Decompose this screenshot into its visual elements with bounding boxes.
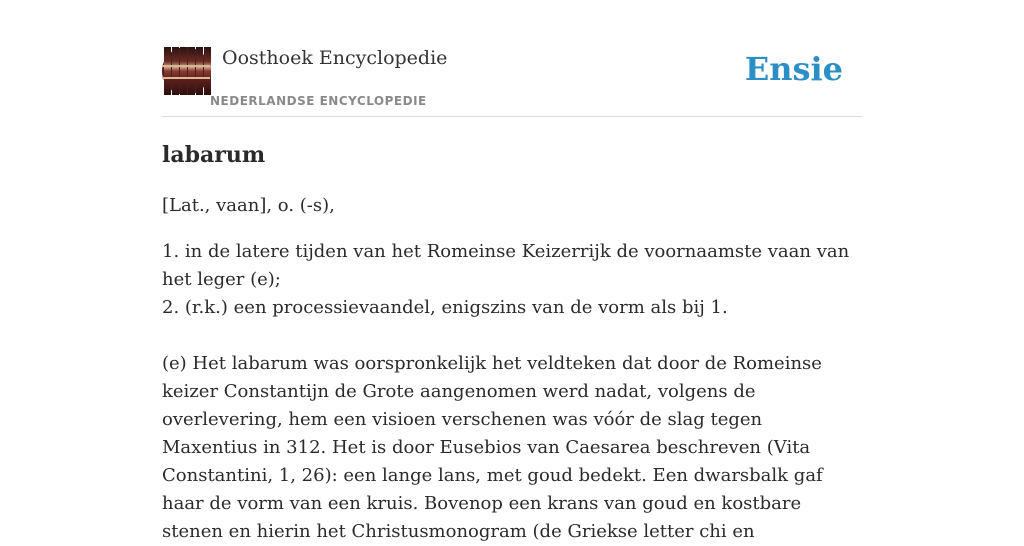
article-content (162, 134, 862, 546)
site-title-link[interactable]: Oosthoek Encyclopedie (222, 47, 448, 69)
definition-item: 2. (r.k.) een processievaandel, enigszins van de vorm als bij 1. (162, 297, 728, 318)
article-title: labarum (162, 142, 266, 168)
definitions-list (162, 238, 862, 322)
site-header (162, 44, 862, 117)
definition-item: 1. in de latere tijden van het Romeinse Keizerrijk de voornaamste vaan van het leger (e); (162, 241, 850, 290)
site-subtitle: NEDERLANDSE ENCYCLOPEDIE (210, 94, 427, 108)
etymology: [Lat., vaan], o. (-s), (162, 195, 335, 216)
encyclopedia-books-icon[interactable] (162, 47, 210, 95)
article-note: (e) Het labarum was oorspronkelijk het veldteken dat door de Romeinse keizer Constantijn de Grote aangenomen werd nadat, volgens de overlevering, hem een visioen verschenen was vóór de slag tegen Maxentius in 312. Het is door Eusebios van Caesarea beschreven (Vita Constantini, 1, 26): een lange lans, met goud bedekt. Een dwarsbalk gaf haar de vorm van een kruis. Bovenop een krans van goud en kostbare stenen en hierin het Christusmonogram (de Griekse letter chi en (162, 353, 823, 542)
ensie-logo-link[interactable]: Ensie (744, 50, 843, 88)
